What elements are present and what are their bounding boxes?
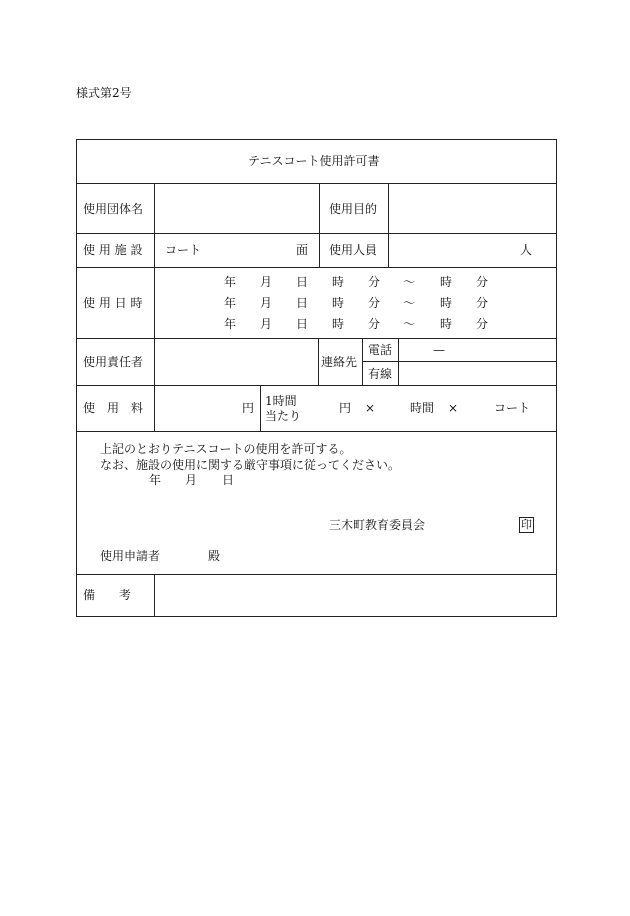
dt2-minute: 分 (368, 296, 381, 310)
dt3-hour2: 時 (440, 317, 453, 331)
divider-fee (76, 431, 557, 432)
contact-label: 連絡先 (321, 355, 358, 369)
divider-datetime (76, 338, 557, 339)
dt1-hour: 時 (332, 275, 345, 289)
date-day: 日 (222, 473, 235, 487)
dt2-year: 年 (224, 296, 237, 310)
datetime-label: 使 用 日 時 (83, 296, 143, 310)
dt1-minute: 分 (368, 275, 381, 289)
dt3-tilde: ～ (403, 317, 416, 331)
border-right (556, 139, 557, 617)
dt2-day: 日 (296, 296, 309, 310)
hours-unit: 時間 (410, 401, 435, 415)
note-line1: 上記のとおりテニスコートの使用を許可する。 (100, 442, 352, 456)
dt3-day: 日 (296, 317, 309, 331)
border-left (76, 139, 77, 617)
divider-note (76, 574, 557, 575)
per-hour-line2: 当たり (265, 409, 302, 423)
divider-remarks-column (154, 574, 155, 616)
dt1-minute2: 分 (476, 275, 489, 289)
applicant-suffix: 殿 (208, 549, 221, 563)
note-line2: なお、施設の使用に関する厳守事項に従ってください。 (100, 458, 401, 472)
dt3-month: 月 (260, 317, 273, 331)
dt2-hour: 時 (332, 296, 345, 310)
facility-label: 使 用 施 設 (83, 243, 143, 257)
phone-label: 電話 (368, 343, 393, 357)
fee-unit: 円 (242, 401, 255, 415)
divider-right-column (388, 183, 389, 267)
fee-label: 使 用 料 (83, 401, 144, 415)
purpose-label: 使用目的 (329, 202, 378, 216)
dt1-year: 年 (224, 275, 237, 289)
people-unit: 人 (520, 243, 533, 257)
applicant-label: 使用申請者 (100, 549, 161, 563)
dt3-hour: 時 (332, 317, 345, 331)
facility-court: コート (165, 243, 202, 257)
dt2-minute2: 分 (476, 296, 489, 310)
times-sign-2: × (448, 401, 459, 415)
court-unit: コート (494, 401, 531, 415)
wired-label: 有線 (368, 367, 393, 381)
divider-contact-left (318, 338, 319, 385)
dt2-hour2: 時 (440, 296, 453, 310)
date-month: 月 (185, 473, 198, 487)
rate-unit: 円 (339, 401, 352, 415)
divider-fee-rate (260, 385, 261, 431)
people-label: 使用人員 (329, 243, 378, 257)
authority-name: 三木町教育委員会 (329, 518, 426, 532)
responsible-label: 使用責任者 (83, 355, 144, 369)
form-number: 様式第2号 (76, 86, 132, 100)
divider-group (76, 233, 557, 234)
per-hour-line1: 1時間 (265, 394, 297, 408)
divider-middle-column (319, 183, 320, 267)
divider-contact-right (362, 338, 363, 385)
phone-value: — (433, 343, 445, 357)
divider-phone (362, 361, 557, 362)
permit-form (76, 139, 557, 617)
divider-phone-value (398, 338, 399, 385)
divider-title (76, 183, 557, 184)
dt2-month: 月 (260, 296, 273, 310)
dt1-month: 月 (260, 275, 273, 289)
remarks-label: 備 考 (83, 588, 132, 602)
form-title: テニスコート使用許可書 (248, 154, 380, 168)
divider-responsible (76, 385, 557, 386)
dt1-hour2: 時 (440, 275, 453, 289)
dt1-day: 日 (296, 275, 309, 289)
dt3-minute: 分 (368, 317, 381, 331)
group-name-label: 使用団体名 (83, 202, 144, 216)
dt3-minute2: 分 (476, 317, 489, 331)
divider-facility (76, 267, 557, 268)
dt2-tilde: ～ (403, 296, 416, 310)
divider-label-column (154, 183, 155, 431)
dt3-year: 年 (224, 317, 237, 331)
border-top (76, 139, 557, 140)
times-sign-1: × (365, 401, 376, 415)
dt1-tilde: ～ (403, 275, 416, 289)
date-year: 年 (149, 473, 162, 487)
seal-mark: 印 (521, 518, 532, 531)
facility-unit: 面 (296, 243, 309, 257)
border-bottom (76, 616, 557, 617)
